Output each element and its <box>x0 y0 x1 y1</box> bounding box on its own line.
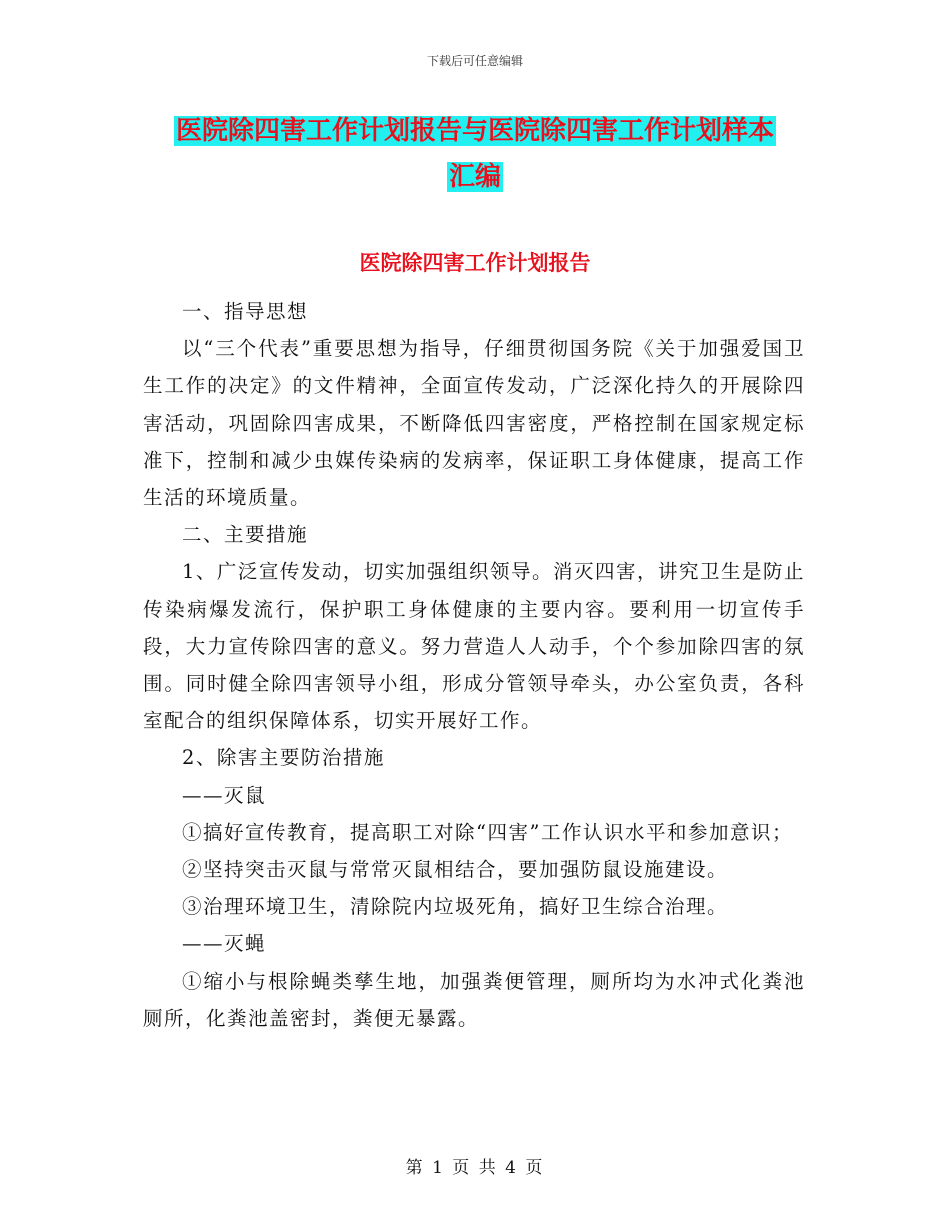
document-title <box>140 108 810 200</box>
list-item: ①缩小与根除蝇类孳生地，加强粪便管理，厕所均为水冲式化粪池厕所，化粪池盖密封，粪便无暴露。 <box>143 969 805 1030</box>
list-item: ①搞好宣传教育，提高职工对除“四害”工作认识水平和参加意识； <box>182 820 793 844</box>
document-title-line-1: 医院除四害工作计划报告与医院除四害工作计划样本 <box>175 116 774 146</box>
list-item: ②坚持突击灭鼠与常常灭鼠相结合，要加强防鼠设施建设。 <box>182 858 729 882</box>
paragraph-subheading-rodent: ——灭鼠 <box>182 783 267 807</box>
list-item: ③治理环境卫生，清除院内垃圾死角，搞好卫生综合治理。 <box>182 895 729 919</box>
paragraph-heading-guiding-thought: 一、指导思想 <box>182 300 309 323</box>
paragraph: 1、广泛宣传发动，切实加强组织领导。消灭四害，讲究卫生是防止传染病爆发流行，保护职工身体健康的主要内容。要利用一切宣传手段，大力宣传除四害的意义。努力营造人人动手，个个参加除四害的氛围。同时健全除四害领导小组，形成分管领导牵头，办公室负责，各科室配合的组织保障体系，切实开展好工作。 <box>143 560 805 733</box>
paragraph: 以“三个代表”重要思想为指导，仔细贯彻国务院《关于加强爱国卫生工作的决定》的文件精神，全面宣传发动，广泛深化持久的开展除四害活动，巩固除四害成果，不断降低四害密度，严格控制在国家规定标准下，控制和减少虫媒传染病的发病率，保证职工身体健康，提高工作生活的环境质量。 <box>143 337 805 510</box>
document-title-line-2: 汇编 <box>448 162 501 192</box>
page-number: 第 1 页 共 4 页 <box>405 1158 545 1178</box>
page-header-note: 下载后可任意编辑 <box>426 54 523 68</box>
section-title: 医院除四害工作计划报告 <box>359 250 591 275</box>
document-body <box>143 293 805 1037</box>
paragraph-heading-prevention: 2、除害主要防治措施 <box>182 746 385 770</box>
paragraph-heading-main-measures: 二、主要措施 <box>182 523 309 547</box>
paragraph-subheading-fly: ——灭蝇 <box>182 932 267 956</box>
